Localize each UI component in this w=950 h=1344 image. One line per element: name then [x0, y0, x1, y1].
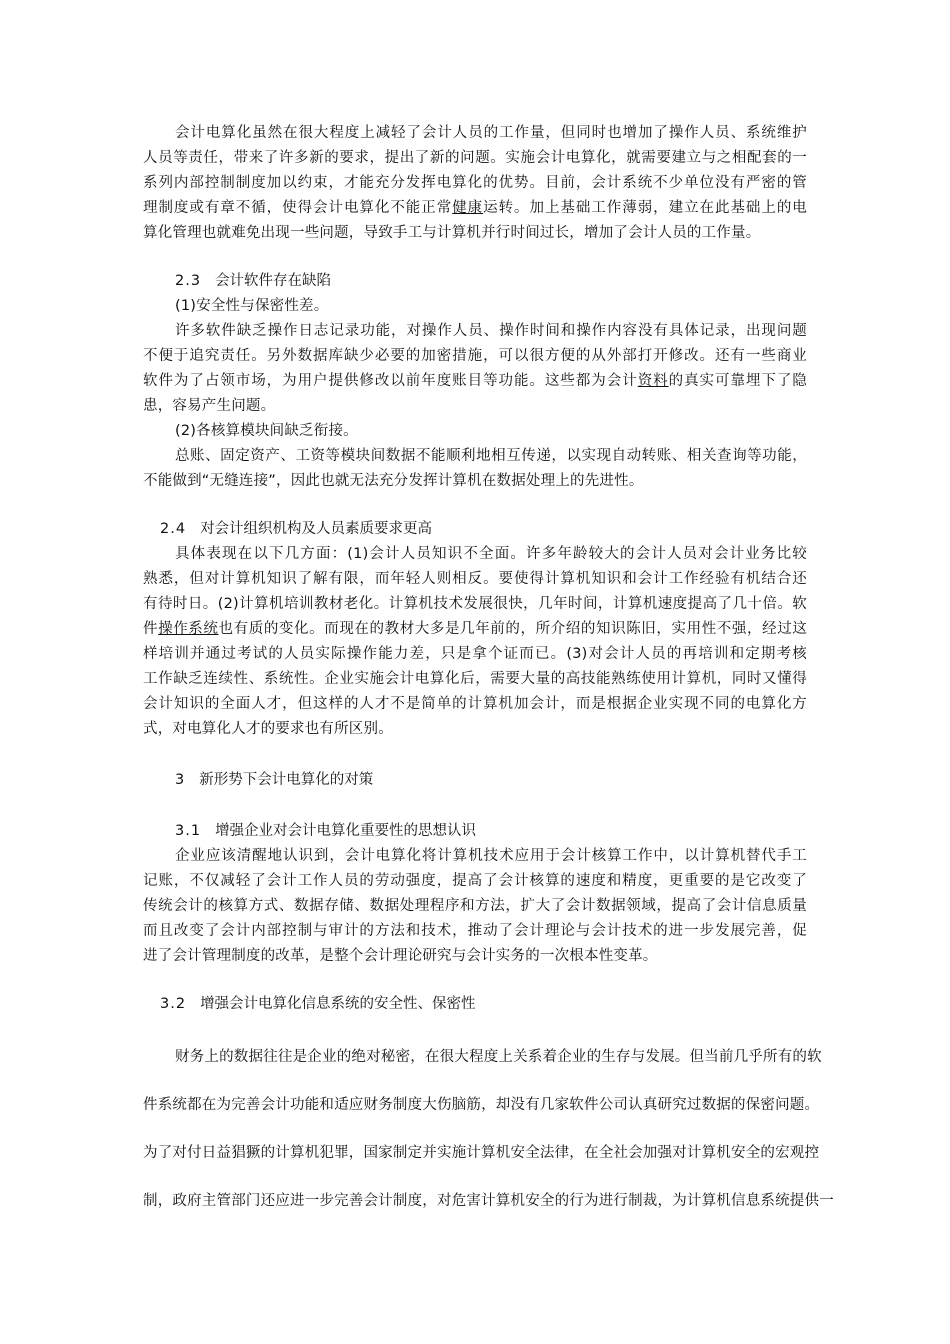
section-heading-2-3 [175, 272, 331, 290]
section-title: 增强企业对会计电算化重要性的思想认识 [215, 823, 477, 839]
body-text-line: 财务上的数据往往是企业的绝对秘密，在很大程度上关系着企业的生存与发展。但当前几乎所有的软 [175, 1049, 822, 1065]
text-segment: 软件为了占领市场，为用户提供修改以前年度账目等功能。这些都为会计 [143, 373, 638, 389]
body-text-line: 会计知识的全面人才，但这样的人才不是简单的计算机加会计，而是根据企业实现不同的电算化方 [143, 696, 807, 712]
section-number: 3.1 [175, 823, 202, 839]
text-segment: 件 [143, 621, 159, 637]
text-segment: 运转。加上基础工作薄弱，建立在此基础上的电 [483, 200, 807, 216]
body-text-line [143, 620, 807, 638]
body-text-line: 记账，不仅减轻了会计工作人员的劳动强度，提高了会计核算的速度和精度，更重要的是它改变了 [143, 873, 807, 889]
body-text-line: 不能做到“无缝连接”，因此也就无法充分发挥计算机在数据处理上的先进性。 [143, 473, 644, 489]
section-number: 3.2 [160, 996, 187, 1012]
section-heading-3-2 [160, 995, 476, 1013]
body-text-line: 样培训并通过考试的人员实际操作能力差，只是拿个证而已。(3)对会计人员的再培训和定期考核 [143, 646, 807, 662]
link-health[interactable]: 健康 [452, 200, 484, 216]
body-text-line: 许多软件缺乏操作日志记录功能，对操作人员、操作时间和操作内容没有具体记录，出现问题 [175, 323, 807, 339]
body-text-line: 件系统都在为完善会计功能和适应财务制度大伤脑筋，却没有几家软件公司认真研究过数据的保密问题。 [143, 1097, 820, 1113]
body-text-line: 传统会计的核算方式、数据存储、数据处理程序和方法，扩大了会计数据领域，提高了会计信息质量 [143, 898, 807, 914]
section-title: 新形势下会计电算化的对策 [199, 772, 374, 788]
body-text-line: 不便于追究责任。另外数据库缺少必要的加密措施，可以很方便的从外部打开修改。还有一些商业 [143, 348, 807, 364]
body-text-line: 有待时日。(2)计算机培训教材老化。计算机技术发展很快，几年时间，计算机速度提高了几十倍。软 [143, 596, 807, 612]
list-item-label: (1)安全性与保密性差。 [175, 298, 329, 314]
body-text-line: 而且改变了会计内部控制与审计的方法和技术，推动了会计理论与会计技术的进一步发展完善，促 [143, 923, 807, 939]
section-title: 会计软件存在缺陷 [215, 273, 332, 289]
body-text-line: 式，对电算化人才的要求也有所区别。 [143, 721, 393, 737]
body-text-line [143, 199, 807, 217]
body-text-line: 会计电算化虽然在很大程度上减轻了会计人员的工作量，但同时也增加了操作人员、系统维护 [175, 125, 807, 141]
section-number: 3 [175, 772, 186, 788]
section-heading-3-1 [175, 822, 476, 840]
body-text-line: 总账、固定资产、工资等模块间数据不能顺利地相互传递，以实现自动转账、相关查询等功能， [175, 448, 807, 464]
body-text-line: 患，容易产生问题。 [143, 398, 276, 414]
body-text-line: 制，政府主管部门还应进一步完善会计制度，对危害计算机安全的行为进行制裁，为计算机信息系统提供一 [143, 1193, 834, 1209]
link-operating-system[interactable]: 操作系统 [158, 621, 219, 637]
section-title: 对会计组织机构及人员素质要求更高 [200, 521, 433, 537]
body-text-line: 熟悉，但对计算机知识了解有限，而年轻人则相反。要使得计算机知识和会计工作经验有机结合还 [143, 571, 807, 587]
text-segment: 理制度或有章不循，使得会计电算化不能正常 [143, 200, 453, 216]
text-segment: 也有质的变化。而现在的教材大多是几年前的，所介绍的知识陈旧，实用性不强，经过这 [218, 621, 808, 637]
body-text-line: 人员等责任，带来了许多新的要求，提出了新的问题。实施会计电算化，就需要建立与之相配套的一 [143, 150, 807, 166]
link-materials[interactable]: 资料 [637, 373, 669, 389]
text-segment: 的真实可靠埋下了隐 [668, 373, 807, 389]
body-text-line: 系列内部控制制度加以约束，才能充分发挥电算化的优势。目前，会计系统不少单位没有严密的管 [143, 175, 807, 191]
section-heading-2-4 [160, 520, 432, 538]
body-text-line: 为了对付日益猖獗的计算机犯罪，国家制定并实施计算机安全法律，在全社会加强对计算机安全的宏观控 [143, 1145, 820, 1161]
section-heading-3 [175, 771, 373, 789]
body-text-line [143, 372, 807, 390]
list-item-label: (2)各核算模块间缺乏衔接。 [175, 423, 358, 439]
body-text-line: 算化管理也就难免出现一些问题，导致手工与计算机并行时间过长，增加了会计人员的工作量。 [143, 225, 761, 241]
section-number: 2.3 [175, 273, 202, 289]
body-text-line: 具体表现在以下几方面：(1)会计人员知识不全面。许多年龄较大的会计人员对会计业务比较 [175, 546, 807, 562]
body-text-line: 企业应该清醒地认识到，会计电算化将计算机技术应用于会计核算工作中，以计算机替代手工 [175, 848, 807, 864]
body-text-line: 进了会计管理制度的改革，是整个会计理论研究与会计实务的一次根本性变革。 [143, 948, 658, 964]
body-text-line: 工作缺乏连续性、系统性。企业实施会计电算化后，需要大量的高技能熟练使用计算机，同时又懂得 [143, 671, 807, 687]
section-number: 2.4 [160, 521, 187, 537]
section-title: 增强会计电算化信息系统的安全性、保密性 [200, 996, 476, 1012]
